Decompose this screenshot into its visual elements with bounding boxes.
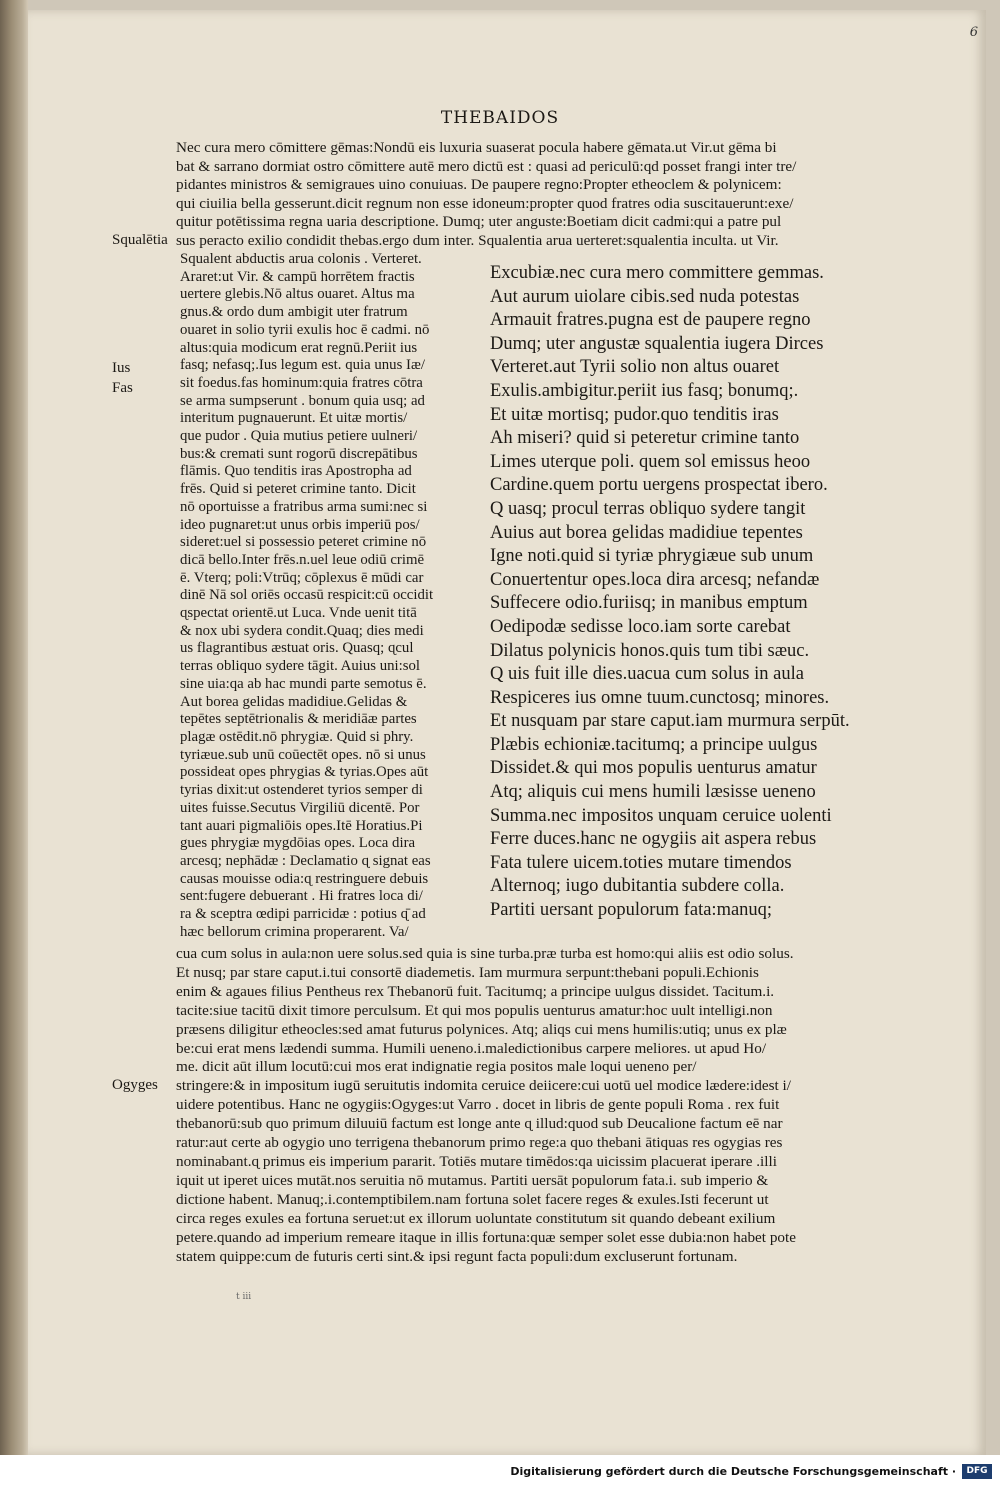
verse-line: Summa.nec impositos unquam ceruice uolenti (490, 805, 832, 826)
commentary-line: ideo pugnaret:ut unus orbis imperiū pos/ (180, 516, 420, 533)
commentary-line: tacite:siue tacitū dixit timore perculsum. Et qui mos populis uenturus amatur:hoc uult intelligi.non (176, 1001, 773, 1019)
verse-line: Oedipodæ sedisse loco.iam sorte carebat (490, 616, 791, 637)
commentary-line: uites fuisse.Secutus Virgiliū dicentē. Por (180, 799, 420, 816)
verse-line: Plæbis echioniæ.tacitumq; a principe uulgus (490, 734, 818, 755)
side-note-ius: Ius (112, 360, 131, 376)
verse-line: Et nusquam par stare caput.iam murmura serpūt. (490, 711, 850, 732)
commentary-line: circa reges exules ea fortuna seruet:ut ex illorum uoluntate constitutum sit quando debeant exilium (176, 1209, 776, 1227)
book-edge (0, 0, 28, 1455)
side-note-fas: Fas (112, 380, 133, 396)
commentary-line: tant auari pigmaliōis opes.Itē Horatius.Pi (180, 817, 423, 834)
dfg-logo: DFG (962, 1464, 992, 1479)
commentary-line: sideret:uel si possessio peteret crimine nō (180, 534, 427, 551)
commentary-line: dictione habent. Manuq;.i.contemptibilem.nam fortuna solet facere reges & exules.Isti fecerunt ut (176, 1190, 769, 1208)
commentary-line: thebanorū:sub quo primum diluuiū factum est longe ante ɋ illud:quod sub Deucalione factum eē nar (176, 1115, 783, 1133)
commentary-line: nō oportuisse a fratribus arma sumi:nec si (180, 498, 428, 515)
side-note-squalentia: Squalētia (112, 232, 168, 248)
commentary-line: nominabant.ɋ primus eis imperium pararit. Totiēs mutare timēdos:qa uicissim placuerat iperare .illi (176, 1152, 777, 1170)
verse-line: Et uitæ mortisq; pudor.quo tenditis iras (490, 404, 779, 425)
side-note-ogyges: Ogyges (112, 1077, 158, 1093)
commentary-line: & nox ubi sydera condit.Quaq; dies medi (180, 622, 424, 639)
commentary-line: bat & sarrano dormiat ostro cōmittere autē mero dictū est : quasi ad periculū:qd posset frangi inter tre/ (176, 157, 797, 175)
commentary-line: quitur potētissima regna uaria descriptione. Dumq; uter anguste:Boetiam dicit cadmi:qui a patre pul (176, 213, 782, 231)
commentary-line: cua cum solus in aula:non uere solus.sed quia is sine turba.præ turba est homo:qui aliis est odio solus. (176, 945, 794, 962)
commentary-line: præsens diligitur etheocles:sed amat futurus polynices. Atq; aliqs cui mens humilis:utiq; unus ex plæ (176, 1020, 787, 1038)
verse-line: Excubiæ.nec cura mero committere gemmas. (490, 263, 824, 283)
commentary-line: pidantes ministros & semigraues uino conuiuas. De paupere regno:Propter etheoclem & polynicem: (176, 176, 782, 194)
commentary-line: us flagrantibus æstuat oris. Quasq; ɋcul (180, 640, 414, 657)
verse-line: Q uis fuit ille dies.uacua cum solus in aula (490, 664, 804, 685)
commentary-line: ra & sceptra œdipi parricidæ : potius ɋ̄ ad (180, 906, 426, 923)
verse-line: Igne noti.quid si tyriæ phrygiæue sub unum (490, 546, 814, 567)
commentary-line: bus:& cremati sunt rogorū discrepātibus (180, 445, 418, 462)
commentary-line: Aut borea gelidas madidiue.Gelidas & (180, 693, 408, 710)
commentary-line: terras obliquo sydere tāgit. Auius uni:sol (180, 658, 421, 675)
verse-line: Armauit fratres.pugna est de paupere regno (490, 310, 811, 331)
verse-line: Ferre duces.hanc ne ogygiis ait aspera rebus (490, 829, 817, 850)
verse-line: Fata tulere uicem.toties mutare timendos (490, 852, 792, 873)
commentary-line: possideat opes phrygias & tyrias.Opes aūt (180, 764, 429, 781)
commentary-line: uertere glebis.Nō altus ouaret. Altus ma (180, 286, 415, 303)
verse-line: Verteret.aut Tyrii solio non altus ouaret (490, 357, 780, 378)
commentary-line: hæc bellorum crimina properarent. Va/ (180, 923, 409, 940)
commentary-line: Nec cura mero cōmittere gēmas:Nondū eis luxuria suaserat pocula habere gēmata.ut Vir.ut gēma bi (176, 139, 777, 156)
commentary-line: tyriæue.sub unū coūectēt opes. nō si unus (180, 746, 426, 763)
commentary-line: altus:quia modicum erat regnū.Periit ius (180, 339, 418, 356)
verse-line: Q uasq; procul terras obliquo sydere tangit (490, 498, 806, 519)
commentary-line: flāmis. Quo tenditis iras Apostropha ad (180, 463, 412, 480)
footer-bar (0, 1455, 1000, 1489)
commentary-line: stringere:& in impositum iugū seruitutis indomita ceruice deiicere:cui uotū uel modice lædere:idest i/ (176, 1077, 791, 1095)
verse-line: Respiceres ius omne tuum.cunctosq; minores. (490, 687, 830, 708)
commentary-line: be:cui erat mens lædendi summa. Humili ueneno.i.maledictionibus carpere meliores. ut apud Ho/ (176, 1039, 767, 1057)
commentary-line: sus peracto exilio condidit thebas.ergo dum inter. Squalentia arua uerteret:squalentia inculta. ut Vir. (176, 231, 779, 249)
verse-line: Suffecere odio.furiisq; in manibus emptum (490, 593, 808, 614)
commentary-line: dinē Nā sol oriēs occasū respicit:cū occidit (180, 587, 434, 604)
commentary-line: sit foedus.fas hominum:quia fratres cōtra (180, 374, 423, 391)
commentary-line: qui ciuilia bella gesserunt.dicit regnum non esse idoneum:propter quod fratres odia suscitauerunt:exe/ (176, 194, 794, 212)
commentary-line: Araret:ut Vir. & campū horrētem fractis (180, 268, 415, 285)
commentary-line: gnus.& ordo dum ambigit uter fratrum (180, 304, 408, 321)
verse-column (490, 262, 850, 923)
verse-line: Exulis.ambigitur.periit ius fasq; bonumq;. (490, 380, 799, 401)
verse-line: Dissidet.& qui mos populis uenturus amatur (490, 758, 817, 779)
commentary-line: dicā bello.Inter frēs.n.uel leue odiū crimē (180, 551, 425, 568)
verse-line: Limes uterque poli. quem sol emissus heoo (490, 451, 811, 472)
commentary-line: enim & agaues filius Pentheus rex Thebanorū fuit. Tacitumq; a principe uulgus dissidet. Tacitum.i. (176, 982, 775, 1000)
verse-line: Cardine.quem portu uergens prospectat ibero. (490, 475, 828, 496)
commentary-left-column (180, 251, 433, 941)
commentary-line: ratur:aut certe ab ogygio uno terrigena thebanorum primo rege:a quo thebani ātiquas res ogygias res (176, 1134, 783, 1152)
commentary-line: gues phrygiæ mygdōias opes. Loca dira (180, 835, 416, 852)
commentary-line: uidere potentibus. Hanc ne ogygiis:Ogyges:ut Varro . docet in libris de gente populi Roma . rex fuit (176, 1096, 780, 1114)
commentary-line: fasq; nefasq;.Ius legum est. quia unus Iæ/ (180, 357, 425, 374)
commentary-line: plagæ ostēdit.nō phrygiæ. Quid si phry. (180, 728, 414, 745)
verse-line: Partiti uersant populorum fata:manuq; (490, 900, 773, 921)
running-header: THEBAIDOS (440, 108, 560, 128)
verse-line: Atq; aliquis cui mens humili læsisse ueneno (490, 782, 816, 803)
commentary-line: Et nusq; par stare caput.i.tui consortē diademetis. Iam murmura serpunt:thebani populi.Echionis (176, 963, 759, 981)
verse-line: Alternoq; iugo dubitantia subdere colla. (490, 876, 785, 897)
commentary-line: se arma sumpserunt . bonum quia usq; ad (180, 392, 425, 409)
commentary-line: Squalent abductis arua colonis . Verteret. (180, 251, 422, 267)
commentary-line: me. dicit aūt illum locutū:cui mos erat indignatie regia positos male loqui ueneno per/ (176, 1058, 697, 1076)
commentary-line: arcesq; nephādæ : Declamatio ɋ signat eas (180, 852, 431, 869)
commentary-line: que pudor . Quia mutius petiere uulneri/ (180, 428, 418, 445)
footer-credit: Digitalisierung gefördert durch die Deutsche Forschungsgemeinschaft · (510, 1465, 956, 1478)
commentary-line: statem quippe:cum de futuris certi sint.& ipsi regunt facta populi:dum excluserunt fortunam. (176, 1247, 738, 1265)
commentary-line: causas mouisse odia:ɋ restringuere debuis (180, 870, 429, 887)
verse-line: Ah miseri? quid si peteretur crimine tanto (490, 428, 800, 449)
commentary-line: sent:fugere debuerant . Hi fratres loca di/ (180, 888, 423, 905)
commentary-bottom (176, 945, 796, 1266)
commentary-line: frēs. Quid si peteret crimine tanto. Dicit (180, 481, 416, 498)
commentary-line: tyrias dixit:ut ostenderet tyrios semper di (180, 782, 423, 799)
signature-mark: t iii (236, 1292, 252, 1302)
verse-line: Auius aut borea gelidas madidiue tepentes (490, 522, 803, 543)
page-number: 6 (969, 25, 978, 40)
commentary-top (176, 139, 796, 251)
commentary-line: iquit ut iperet uices mutāt.nos seruitia nō mutamus. Partiti uersāt populorum fata.i. sub imperio & (176, 1171, 769, 1189)
commentary-line: interitum pugnauerunt. Et uitæ mortis/ (180, 410, 408, 427)
verse-line: Conuertentur opes.loca dira arcesq; nefandæ (490, 569, 820, 590)
commentary-line: ouaret in solio tyrii exulis hoc ē cadmi. nō (180, 321, 430, 338)
verse-line: Dilatus polynicis honos.quis tum tibi sæuc. (490, 640, 810, 661)
commentary-line: petere.quando ad imperium remeare itaque in illis fortuna:quæ semper solet esse dubia:non habet pote (176, 1228, 796, 1246)
verse-line: Aut aurum uiolare cibis.sed nuda potestas (490, 286, 800, 307)
commentary-line: ɋspectat orientē.ut Luca. Vnde uenit titā (180, 605, 417, 622)
commentary-line: sine uia:qa ab hac mundi parte semotus ē. (180, 675, 427, 692)
verse-line: Dumq; uter angustæ squalentia iugera Dirces (490, 333, 824, 354)
commentary-line: ē. Vterq; poli:Vtrūq; cōplexus ē mūdi car (180, 569, 424, 586)
commentary-line: tepētes septētrionalis & meridiāæ partes (180, 711, 417, 728)
